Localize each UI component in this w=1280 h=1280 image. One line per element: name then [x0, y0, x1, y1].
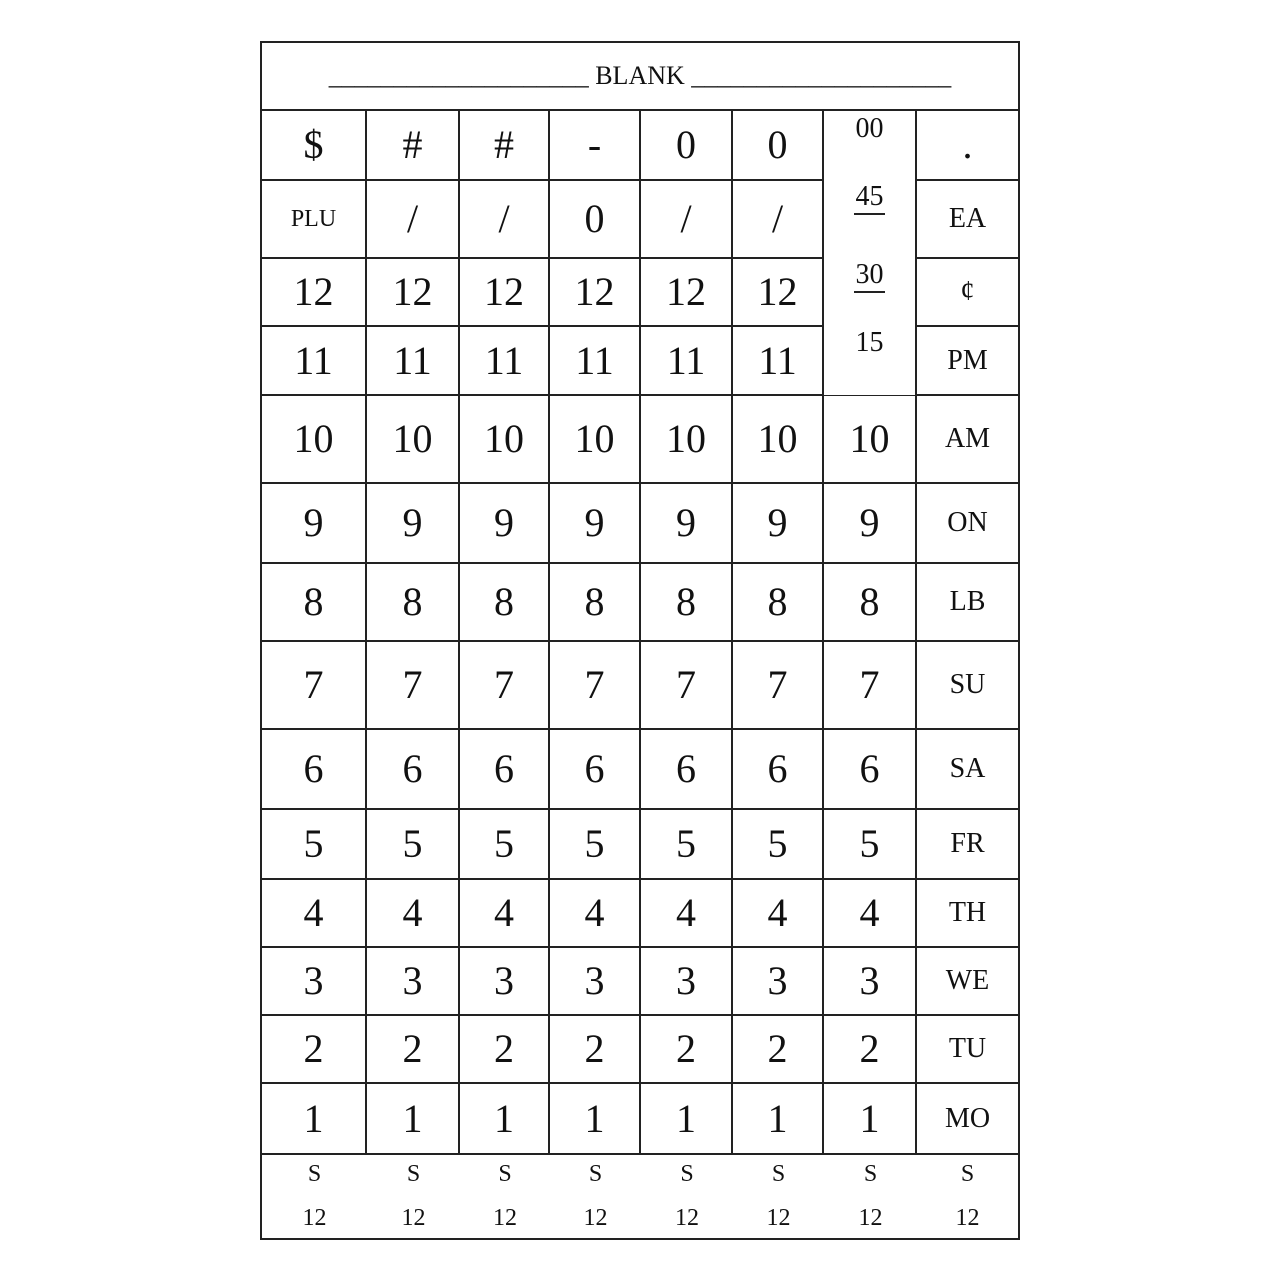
grid-cell	[262, 1084, 367, 1153]
footer-cell	[262, 1155, 367, 1238]
cell-value: 2	[494, 1026, 514, 1071]
cell-value: #	[402, 122, 423, 167]
cell-value: 4	[767, 890, 788, 935]
cell-value: 7	[859, 662, 880, 707]
grid-cell	[917, 564, 1018, 640]
grid-cell	[641, 1016, 733, 1082]
cell-value: -	[587, 122, 602, 167]
grid-cell	[733, 810, 824, 878]
cell-value: 10	[484, 416, 524, 461]
cell-value: 4	[494, 890, 514, 935]
cell-value: 5	[303, 821, 324, 866]
cell-value: 12	[574, 269, 615, 314]
grid-cell	[460, 396, 550, 482]
grid-cell	[917, 810, 1018, 878]
footer-top-label: S	[680, 1161, 694, 1187]
grid-cell	[917, 880, 1018, 946]
grid-cell	[262, 948, 367, 1014]
footer-bottom-label: 12	[675, 1205, 699, 1231]
grid-cell	[824, 484, 917, 562]
grid-cell	[367, 181, 460, 257]
footer-cell	[367, 1155, 460, 1238]
cell-value: FR	[950, 828, 985, 859]
cell-value: ¢	[960, 276, 975, 307]
grid-cell	[917, 181, 1018, 257]
grid-cell	[733, 259, 824, 325]
cell-value: WE	[945, 965, 990, 996]
grid-cell	[550, 111, 641, 179]
grid-cell	[641, 642, 733, 728]
grid-cell	[460, 484, 550, 562]
grid-cell	[824, 730, 917, 808]
title-row	[262, 43, 1018, 111]
grid-cell	[262, 484, 367, 562]
cell-value: 7	[402, 662, 423, 707]
cell-value: 10	[757, 416, 798, 461]
grid-row	[262, 880, 1018, 948]
grid-cell	[550, 327, 641, 394]
cell-value: EA	[948, 203, 987, 234]
grid-cell	[367, 564, 460, 640]
grid-cell	[824, 1084, 917, 1153]
grid-cell	[262, 564, 367, 640]
grid-row	[262, 396, 1018, 484]
footer-top-label: S	[498, 1161, 512, 1187]
grid-cell	[917, 259, 1018, 325]
cell-value: 3	[767, 958, 788, 1003]
grid-cell	[824, 642, 917, 728]
cell-value: .	[962, 122, 973, 167]
grid-cell	[733, 730, 824, 808]
footer-top-label: S	[960, 1161, 975, 1187]
cell-value: AM	[944, 423, 991, 454]
grid-cell	[460, 880, 550, 946]
cell-value: 10	[666, 416, 706, 461]
cell-value: 11	[294, 337, 333, 383]
grid-cell	[367, 111, 460, 179]
grid-cell	[733, 327, 824, 394]
cell-value: 2	[402, 1026, 423, 1071]
grid-cell	[917, 327, 1018, 394]
cell-value: 9	[402, 500, 423, 545]
grid-cell	[367, 1084, 460, 1153]
grid-cell	[262, 327, 367, 394]
grid-cell	[262, 259, 367, 325]
grid-cell	[460, 642, 550, 728]
grid-cell	[733, 880, 824, 946]
cell-value: MO	[944, 1102, 991, 1134]
cell-value: 7	[494, 662, 514, 707]
grid-cell	[460, 564, 550, 640]
grid-row	[262, 564, 1018, 642]
cell-value: 2	[584, 1026, 605, 1071]
cell-value: 0	[767, 122, 788, 167]
grid-cell	[367, 259, 460, 325]
cell-value: 6	[402, 746, 423, 791]
cell-value: 7	[767, 662, 788, 707]
grid-cell	[917, 642, 1018, 728]
cell-value: PLU	[290, 206, 337, 232]
grid-cell	[367, 642, 460, 728]
cell-value: 1	[584, 1095, 605, 1141]
grid-cell	[460, 1084, 550, 1153]
grid-cell	[733, 484, 824, 562]
grid-cell	[460, 1016, 550, 1082]
grid-cell	[733, 642, 824, 728]
footer-top-label: S	[307, 1161, 322, 1187]
cell-value: #	[494, 122, 514, 167]
grid-row	[262, 642, 1018, 730]
grid-cell	[460, 111, 550, 179]
cell-value: 4	[303, 890, 324, 935]
cell-value: /	[680, 196, 692, 241]
grid-cell	[824, 948, 917, 1014]
cell-value: ON	[947, 507, 988, 538]
grid-row	[262, 484, 1018, 564]
footer-cell	[824, 1155, 917, 1238]
minute-label: 00	[855, 113, 884, 144]
grid-cell	[917, 730, 1018, 808]
cell-value: 12	[666, 269, 706, 314]
cell-value: /	[498, 196, 510, 241]
cell-value: 10	[392, 416, 433, 461]
grid-cell	[733, 1016, 824, 1082]
cell-value: 12	[293, 269, 334, 314]
cell-value: PM	[947, 344, 988, 376]
minute-divider	[854, 213, 885, 215]
cell-value: 12	[392, 269, 433, 314]
footer-bottom-label: 12	[493, 1205, 517, 1231]
grid-cell	[824, 880, 917, 946]
cell-value: 7	[303, 662, 324, 707]
cell-value: 5	[494, 821, 514, 866]
grid-cell	[460, 181, 550, 257]
cell-value: 1	[303, 1095, 324, 1141]
cell-value: 9	[494, 500, 514, 545]
cell-value: LB	[949, 586, 986, 617]
grid-cell	[262, 810, 367, 878]
cell-value: SU	[949, 669, 986, 700]
minute-divider	[854, 291, 885, 293]
grid-cell	[917, 396, 1018, 482]
cell-value: 11	[575, 337, 614, 383]
cell-value: 6	[859, 746, 880, 791]
grid-cell	[460, 948, 550, 1014]
cell-value: 3	[402, 958, 423, 1003]
cell-value: 2	[676, 1026, 696, 1071]
grid-cell	[367, 730, 460, 808]
grid-cell	[917, 484, 1018, 562]
minute-column	[824, 113, 915, 395]
cell-value: 6	[676, 746, 696, 791]
cell-value: 11	[758, 337, 797, 383]
grid-cell	[550, 564, 641, 640]
cell-value: 8	[303, 579, 324, 624]
cell-value: 0	[676, 122, 696, 167]
grid-cell	[641, 181, 733, 257]
cell-value: 9	[859, 500, 880, 545]
grid-cell	[550, 1084, 641, 1153]
cell-value: 1	[767, 1095, 788, 1141]
cell-value: 5	[584, 821, 605, 866]
grid-cell	[824, 564, 917, 640]
cell-value: 5	[767, 821, 788, 866]
cell-value: 8	[767, 579, 788, 624]
cell-value: 10	[849, 416, 890, 461]
grid-cell	[460, 730, 550, 808]
cell-value: 9	[303, 500, 324, 545]
cell-value: 6	[303, 746, 324, 791]
footer-top-label: S	[771, 1161, 786, 1187]
grid-cell	[733, 181, 824, 257]
footer-cell	[550, 1155, 641, 1238]
footer-bottom-label: 12	[583, 1205, 608, 1231]
character-grid	[262, 111, 1018, 1153]
grid-cell	[641, 327, 733, 394]
cell-value: 1	[494, 1095, 514, 1141]
cell-value: TU	[948, 1033, 987, 1064]
cell-value: 9	[767, 500, 788, 545]
grid-cell	[262, 880, 367, 946]
grid-cell	[550, 259, 641, 325]
footer-bottom-label: 12	[858, 1205, 883, 1231]
cell-value: 4	[584, 890, 605, 935]
grid-cell	[367, 396, 460, 482]
footer-top-label: S	[863, 1161, 878, 1187]
cell-value: 3	[303, 958, 324, 1003]
cell-value: 9	[676, 500, 696, 545]
grid-cell	[262, 181, 367, 257]
grid-cell	[917, 1016, 1018, 1082]
cell-value: 3	[859, 958, 880, 1003]
grid-cell	[733, 948, 824, 1014]
cell-value: 1	[676, 1095, 696, 1141]
footer-top-label: S	[406, 1161, 421, 1187]
cell-value: 3	[584, 958, 605, 1003]
footer-bottom-label: 12	[401, 1205, 426, 1231]
cell-value: 5	[676, 821, 696, 866]
cell-value: 2	[767, 1026, 788, 1071]
cell-value: /	[406, 196, 419, 241]
grid-cell	[262, 111, 367, 179]
cell-value: 4	[676, 890, 696, 935]
grid-cell	[917, 1084, 1018, 1153]
grid-cell	[824, 396, 917, 482]
cell-value: 0	[584, 196, 605, 241]
grid-row	[262, 948, 1018, 1016]
grid-row	[262, 1016, 1018, 1084]
cell-value: 6	[584, 746, 605, 791]
grid-cell	[641, 259, 733, 325]
grid-cell	[917, 111, 1018, 179]
grid-cell	[550, 810, 641, 878]
grid-row	[262, 730, 1018, 810]
grid-cell	[460, 259, 550, 325]
footer-cell	[641, 1155, 733, 1238]
grid-cell	[641, 810, 733, 878]
cell-value: 7	[676, 662, 696, 707]
grid-cell	[367, 484, 460, 562]
cell-value: 8	[584, 579, 605, 624]
cell-value: 4	[859, 890, 880, 935]
grid-row	[262, 1084, 1018, 1153]
grid-cell	[262, 642, 367, 728]
grid-cell	[733, 1084, 824, 1153]
cell-value: 10	[574, 416, 615, 461]
cell-value: 10	[293, 416, 334, 461]
grid-cell	[641, 1084, 733, 1153]
cell-value: 5	[402, 821, 423, 866]
grid-cell	[550, 948, 641, 1014]
minute-label: 30	[855, 259, 884, 290]
minute-label: 15	[855, 327, 884, 358]
grid-cell	[550, 1016, 641, 1082]
cell-value: 12	[484, 269, 524, 314]
grid-cell	[641, 396, 733, 482]
grid-cell	[262, 396, 367, 482]
grid-cell	[824, 1016, 917, 1082]
grid-cell	[824, 810, 917, 878]
sheet-title: ____________________ BLANK ____________________	[328, 61, 952, 90]
cell-value: 11	[393, 337, 432, 383]
cell-value: 9	[584, 500, 605, 545]
cell-value: 6	[767, 746, 788, 791]
grid-cell	[550, 484, 641, 562]
grid-cell	[460, 810, 550, 878]
cell-value: 12	[757, 269, 798, 314]
grid-cell	[733, 564, 824, 640]
grid-cell	[641, 564, 733, 640]
cell-value: 1	[402, 1095, 423, 1141]
cell-value: SA	[949, 753, 986, 784]
cell-value: 7	[584, 662, 605, 707]
cell-value: 8	[494, 579, 514, 624]
grid-cell	[550, 642, 641, 728]
footer-bottom-label: 12	[302, 1205, 327, 1231]
minute-label: 45	[855, 181, 884, 212]
cell-value: 2	[859, 1026, 880, 1071]
cell-value: 8	[676, 579, 696, 624]
cell-value: 11	[666, 337, 706, 383]
grid-cell	[641, 880, 733, 946]
cell-value: 1	[859, 1095, 880, 1141]
grid-cell	[917, 948, 1018, 1014]
cell-value: 3	[494, 958, 514, 1003]
grid-cell	[367, 880, 460, 946]
grid-cell	[733, 396, 824, 482]
cell-value: 8	[402, 579, 423, 624]
footer-cell	[917, 1155, 1018, 1238]
cell-value: /	[771, 196, 784, 241]
cell-value: 2	[303, 1026, 324, 1071]
cell-value: $	[303, 122, 324, 167]
grid-cell	[550, 181, 641, 257]
cell-value: 5	[859, 821, 880, 866]
grid-cell	[550, 396, 641, 482]
grid-cell	[367, 948, 460, 1014]
grid-cell	[641, 484, 733, 562]
footer-row	[262, 1153, 1018, 1238]
grid-cell	[641, 948, 733, 1014]
footer-cell	[460, 1155, 550, 1238]
footer-cell	[733, 1155, 824, 1238]
cell-value: 11	[484, 337, 524, 383]
grid-cell	[550, 730, 641, 808]
cell-value: 8	[859, 579, 880, 624]
grid-cell	[367, 1016, 460, 1082]
footer-bottom-label: 12	[766, 1205, 791, 1231]
grid-cell	[641, 730, 733, 808]
grid-cell	[367, 327, 460, 394]
grid-cell	[733, 111, 824, 179]
grid-cell	[262, 1016, 367, 1082]
grid-cell	[641, 111, 733, 179]
cell-value: 6	[494, 746, 514, 791]
grid-cell	[367, 810, 460, 878]
cell-value: 3	[676, 958, 696, 1003]
grid-cell	[550, 880, 641, 946]
grid-row	[262, 810, 1018, 880]
footer-top-label: S	[588, 1161, 603, 1187]
footer-bottom-label: 12	[955, 1205, 980, 1231]
grid-cell	[460, 327, 550, 394]
label-sheet	[260, 41, 1020, 1240]
grid-cell	[262, 730, 367, 808]
cell-value: 4	[402, 890, 423, 935]
cell-value: TH	[948, 897, 987, 928]
